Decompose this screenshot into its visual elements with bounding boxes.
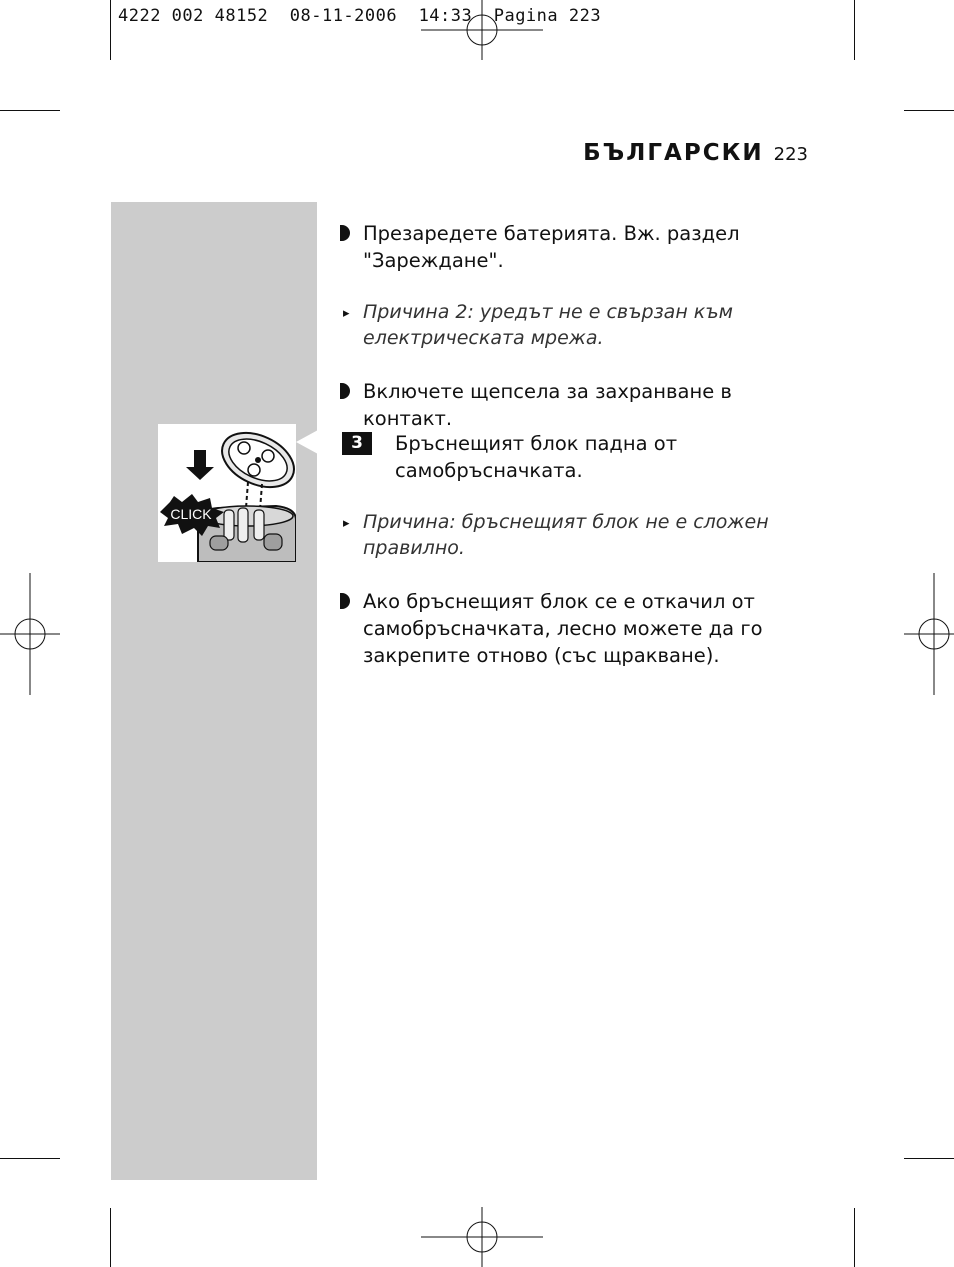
list-item: Презаредете батерията. Вж. раздел "Зареждане".	[340, 220, 810, 274]
note-item: ▸ Причина 2: уредът не е свързан към електрическата мрежа.	[343, 301, 734, 349]
crop-mark	[110, 1208, 111, 1267]
list-item: Включете щепсела за захранване в контакт.	[340, 378, 810, 432]
figure-shaver-click	[158, 424, 296, 562]
crop-mark	[0, 1158, 60, 1159]
running-header	[583, 140, 808, 166]
crop-mark	[854, 1208, 855, 1267]
page-number: 223	[773, 144, 808, 165]
crop-mark	[110, 0, 111, 60]
language-title: БЪЛГАРСКИ	[583, 140, 764, 166]
step-item: 3 Бръснещият блок падна от самобръсначката.	[340, 430, 810, 484]
triangle-bullet-icon: ▸	[343, 306, 350, 321]
bullet-icon	[340, 588, 350, 616]
registration-mark-icon	[0, 573, 60, 695]
crop-mark	[0, 110, 60, 111]
registration-mark-icon	[421, 0, 543, 60]
list-item: Ако бръснещият блок се е откачил от самобръсначката, лесно можете да го закрепите отново (със щракване).	[340, 588, 810, 669]
arrow-down-icon	[186, 450, 214, 480]
figure-pointer	[296, 430, 318, 454]
shaver-head-click-illustration	[158, 424, 296, 562]
registration-mark-icon	[421, 1207, 543, 1267]
crop-mark	[904, 1158, 954, 1159]
crop-mark	[904, 110, 954, 111]
triangle-bullet-icon: ▸	[343, 516, 350, 531]
crop-mark	[854, 0, 855, 60]
registration-mark-icon	[904, 573, 954, 695]
sidebar-panel	[111, 202, 317, 1180]
step-number-badge: 3	[342, 432, 372, 455]
click-label: CLICK	[170, 506, 212, 522]
bullet-icon	[340, 378, 350, 406]
shaving-head-icon	[213, 424, 296, 498]
note-item: ▸ Причина: бръснещият блок не е сложен правилно.	[343, 511, 769, 559]
bullet-icon	[340, 220, 350, 248]
print-slug: 4222 002 48152 08-11-2006 14:33 Pagina 223	[118, 6, 602, 26]
